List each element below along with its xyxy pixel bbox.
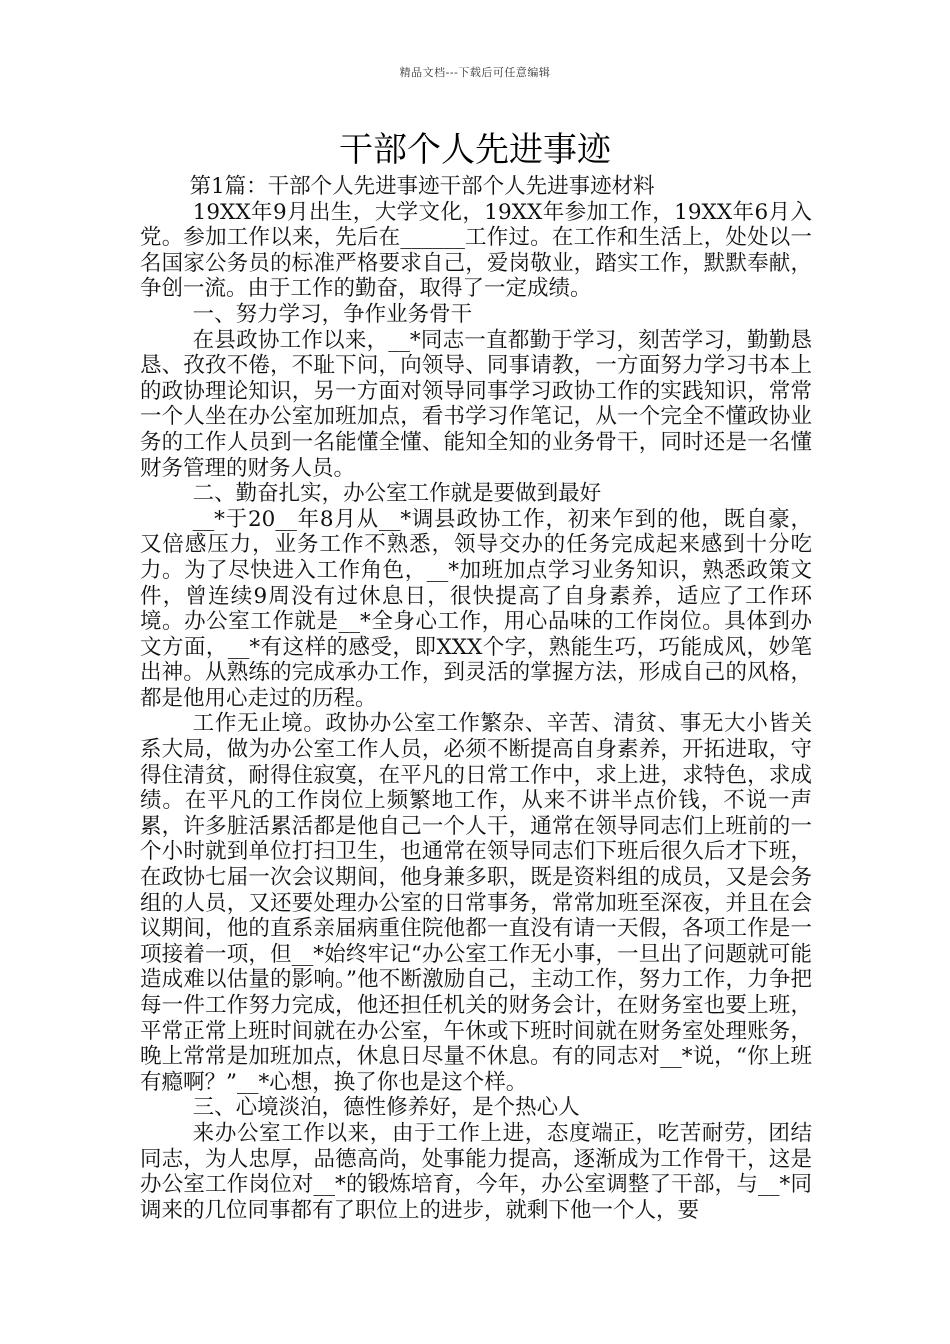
paragraph: __*于20__年8月从__*调县政协工作，初来乍到的他，既自豪，又倍感压力，业务工作不熟悉，领导交办的任务完成起来感到十分吃力。为了尽快进入工作角色，__*加班加点学习业务知识，熟悉政策文件，曾连续9周没有过休息日，很快提高了自身素养，适应了工作环境。办公室工作就是__*全身心工作，用心品味的工作岗位。具体到办文方面，__*有这样的感受，即XXX个字，熟能生巧，巧能成风，妙笔出神。从熟练的完成承办工作，到灵活的掌握方法，形成自己的风格，都是他用心走过的历程。 xyxy=(140,506,812,711)
chapter-heading: 第1篇：干部个人先进事迹干部个人先进事迹材料 xyxy=(189,174,655,199)
paragraph: 在县政协工作以来，__*同志一直都勤于学习，刻苦学习，勤勤恳恳、孜孜不倦，不耻下问，向领导、同事请教，一方面努力学习书本上的政协理论知识，另一方面对领导同事学习政协工作的实践知识，常常一个人坐在办公室加班加点，看书学习作笔记，从一个完全不懂政协业务的工作人员到一名能懂全懂、能知全知的业务骨干，同时还是一名懂财务管理的财务人员。 xyxy=(140,327,812,481)
paragraph: 来办公室工作以来，由于工作上进，态度端正，吃苦耐劳，团结同志，为人忠厚，品德高尚，处事能力提高，逐渐成为工作骨干，这是办公室工作岗位对__*的锻炼培育，今年，办公室调整了干部，与__*同调来的几位同事都有了职位上的进步，就剩下他一个人，要 xyxy=(140,1120,812,1223)
paragraph: 19XX年9月出生，大学文化，19XX年参加工作，19XX年6月入党。参加工作以来，先后在______工作过。在工作和生活上，处处以一名国家公务员的标准严格要求自己，爱岗敬业，踏实工作，默默奉献，争创一流。由于工作的勤奋，取得了一定成绩。 xyxy=(140,199,812,302)
section-heading: 二、勤奋扎实，办公室工作就是要做到最好 xyxy=(192,481,602,507)
header-note: 精品文档---下载后可任意编辑 xyxy=(399,66,551,79)
section-heading: 三、心境淡泊，德性修养好，是个热心人 xyxy=(192,1095,580,1121)
document-body xyxy=(140,174,812,1223)
document-title: 干部个人先进事迹 xyxy=(339,130,611,170)
section-heading: 一、努力学习，争作业务骨干 xyxy=(192,301,473,327)
paragraph: 工作无止境。政协办公室工作繁杂、辛苦、清贫、事无大小皆关系大局，做为办公室工作人员，必须不断提高自身素养，开拓进取，守得住清贫，耐得住寂寞，在平凡的日常工作中，求上进，求特色，求成绩。在平凡的工作岗位上频繁地工作，从来不讲半点价钱，不说一声累，许多脏活累活都是他自己一个人干，通常在领导同志们上班前的一个小时就到单位打扫卫生，也通常在领导同志们下班后很久后才下班，在政协七届一次会议期间，他身兼多职，既是资料组的成员，又是会务组的人员，又还要处理办公室的日常事务，常常加班至深夜，并且在会议期间，他的直系亲届病重住院他都一直没有请一天假，各项工作是一项接着一项，但__*始终牢记“办公室工作无小事，一旦出了问题就可能造成难以估量的影响。”他不断激励自己，主动工作，努力工作，力争把每一件工作努力完成，他还担任机关的财务会计，在财务室也要上班，平常正常上班时间就在办公室，午休或下班时间就在财务室处理账务，晚上常常是加班加点，休息日尽量不休息。有的同志对__*说，“你上班有瘾啊？”__*心想，换了你也是这个样。 xyxy=(140,711,812,1095)
